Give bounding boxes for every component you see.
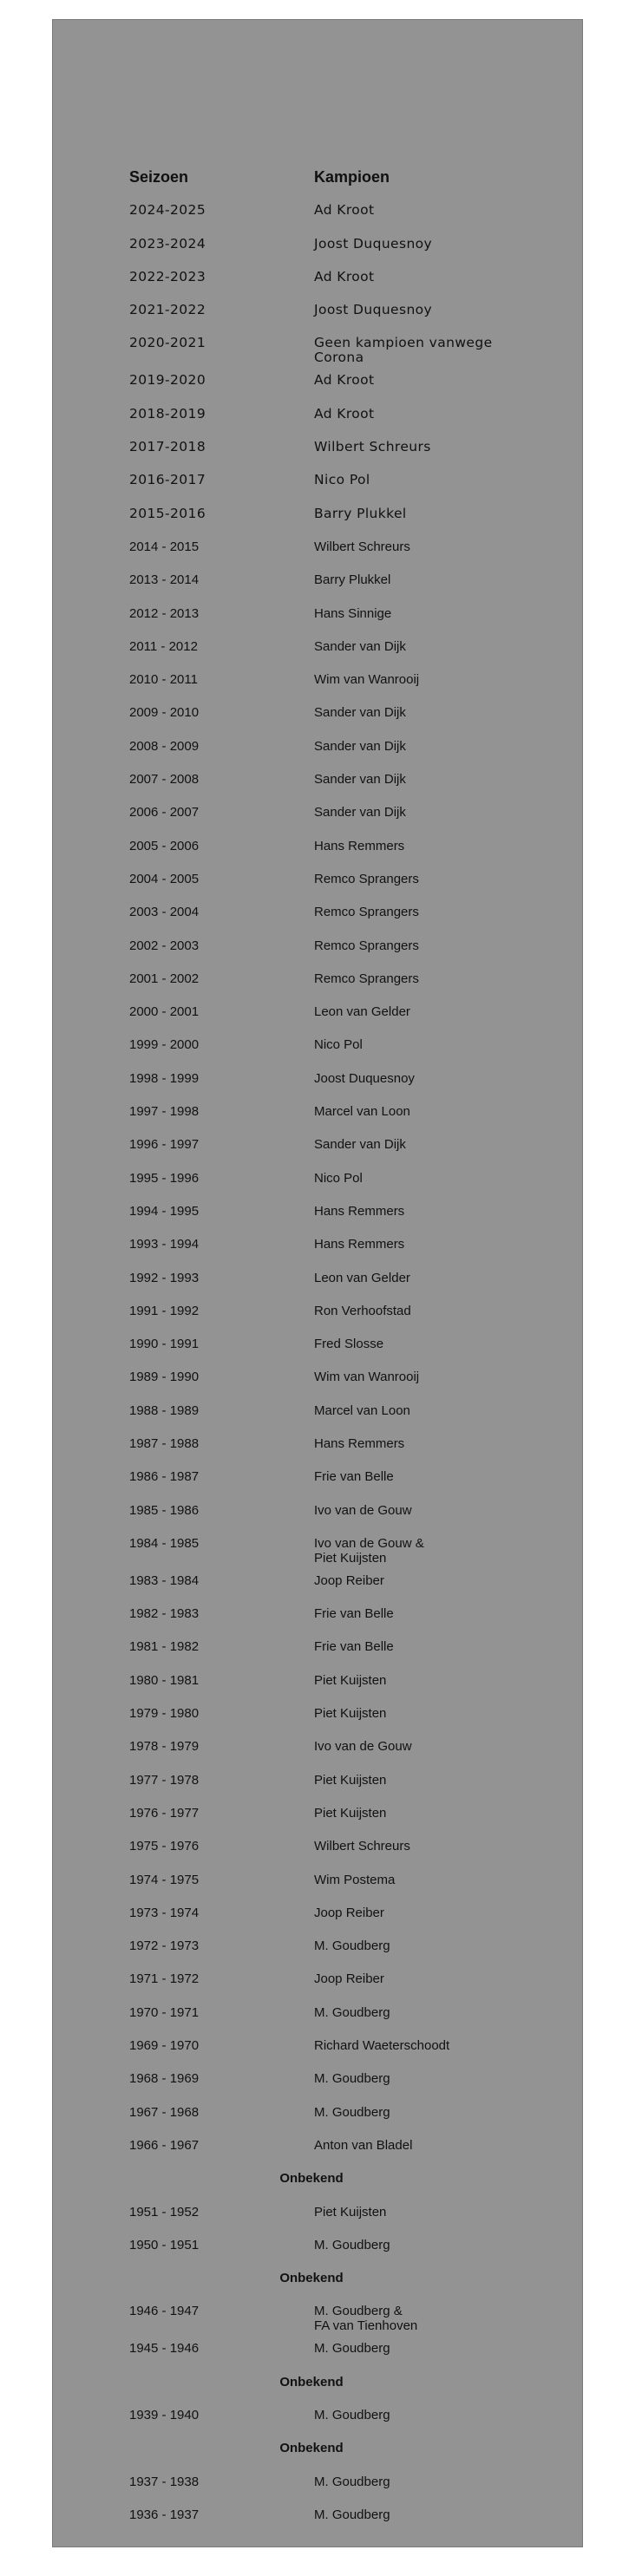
champion-cell: Nico Pol (314, 1170, 363, 1186)
champion-column-header: Kampioen (314, 168, 390, 186)
season-cell: 2007 - 2008 (129, 772, 200, 788)
table-row (129, 1698, 511, 1731)
season-cell: 2016-2017 (129, 472, 206, 488)
season-cell: 1975 - 1976 (129, 1839, 200, 1854)
champion-cell: Nico Pol (314, 472, 370, 488)
unknown-seasons-label (129, 2163, 511, 2196)
table-row (129, 2130, 511, 2163)
table-row (129, 2097, 511, 2130)
season-cell: 2000 - 2001 (129, 1004, 200, 1020)
table-row (129, 1096, 511, 1129)
champion-cell: Joop Reiber (314, 1905, 384, 1920)
unknown-seasons-text: Onbekend (279, 2171, 344, 2187)
table-row (129, 1528, 511, 1566)
season-cell: 2013 - 2014 (129, 572, 200, 588)
champion-cell: Ad Kroot (314, 405, 375, 422)
table-row (129, 1396, 511, 1429)
season-cell: 1995 - 1996 (129, 1170, 200, 1186)
season-cell: 1939 - 1940 (129, 2408, 200, 2422)
champion-cell: Remco Sprangers (314, 971, 419, 986)
gap-row (129, 2163, 511, 2196)
champion-cell: Marcel van Loon (314, 1104, 410, 1120)
gap-row (129, 2367, 511, 2400)
season-cell: 2024-2025 (129, 202, 206, 219)
table-row (129, 399, 511, 432)
season-cell: 2010 - 2011 (129, 672, 198, 688)
champion-cell: Sander van Dijk (314, 638, 406, 654)
champion-cell: Ivo van de Gouw (314, 1502, 412, 1518)
season-cell: 1945 - 1946 (129, 2341, 200, 2357)
table-row (129, 2500, 511, 2533)
champion-cell: Joost Duquesnoy (314, 1070, 415, 1086)
champion-cell: M. Goudberg (314, 2474, 390, 2489)
table-row (129, 1030, 511, 1062)
table-row (129, 2230, 511, 2263)
table-row (129, 499, 511, 532)
table-row (129, 229, 511, 262)
table-row (129, 1665, 511, 1698)
table-row (129, 195, 511, 228)
season-cell: 2021-2022 (129, 302, 206, 318)
table-row (129, 2063, 511, 2096)
unknown-seasons-label (129, 2263, 511, 2296)
champion-cell: Wilbert Schreurs (314, 439, 431, 455)
season-cell: 1978 - 1979 (129, 1739, 200, 1755)
season-cell: 1973 - 1974 (129, 1905, 200, 1920)
champion-cell: Sander van Dijk (314, 705, 406, 721)
table-row (129, 565, 511, 598)
gap-row (129, 2263, 511, 2296)
season-cell: 1950 - 1951 (129, 2237, 200, 2252)
table-row (129, 1798, 511, 1831)
season-cell: 1981 - 1982 (129, 1639, 200, 1655)
table-row (129, 1229, 511, 1262)
season-cell: 1998 - 1999 (129, 1070, 200, 1086)
season-cell: 1951 - 1952 (129, 2204, 200, 2220)
season-cell: 2014 - 2015 (129, 539, 200, 554)
unknown-seasons-text: Onbekend (279, 2374, 344, 2390)
champion-cell: M. Goudberg (314, 2237, 390, 2252)
table-row (129, 262, 511, 295)
table-row (129, 864, 511, 897)
table-row (129, 764, 511, 797)
champion-cell: Remco Sprangers (314, 938, 419, 953)
champion-cell: Sander van Dijk (314, 772, 406, 788)
season-cell: 1994 - 1995 (129, 1203, 200, 1219)
season-column-header: Seizoen (129, 168, 189, 186)
season-cell: 2011 - 2012 (129, 638, 198, 654)
season-cell: 1986 - 1987 (129, 1469, 200, 1485)
table-row (129, 328, 511, 365)
table-row (129, 831, 511, 864)
table-row (129, 1964, 511, 1997)
table-row (129, 631, 511, 664)
season-cell: 1999 - 2000 (129, 1037, 200, 1053)
table-row (129, 1196, 511, 1229)
table-row (129, 2030, 511, 2063)
champion-cell: Remco Sprangers (314, 871, 419, 886)
season-cell: 2018-2019 (129, 405, 206, 422)
table-row (129, 931, 511, 964)
champion-cell: Joost Duquesnoy (314, 302, 433, 318)
champion-cell: Marcel van Loon (314, 1402, 410, 1418)
season-cell: 1988 - 1989 (129, 1402, 200, 1418)
table-row (129, 1898, 511, 1931)
unknown-seasons-label (129, 2433, 511, 2466)
table-row (129, 2400, 511, 2433)
table-row (129, 1765, 511, 1798)
table-row (129, 1931, 511, 1964)
champion-cell: M. Goudberg (314, 1939, 390, 1954)
table-row (129, 365, 511, 398)
champion-cell: Hans Sinnige (314, 605, 392, 621)
champion-cell: Remco Sprangers (314, 905, 419, 920)
champion-cell: Hans Remmers (314, 1203, 405, 1219)
season-cell: 1971 - 1972 (129, 1971, 200, 1987)
season-cell: 2012 - 2013 (129, 605, 200, 621)
champion-cell: Frie van Belle (314, 1606, 394, 1622)
table-row (129, 964, 511, 997)
champion-cell: Wim Postema (314, 1872, 396, 1887)
champion-cell: Hans Remmers (314, 1435, 405, 1451)
table-row (129, 1129, 511, 1162)
table-row (129, 1163, 511, 1196)
table-row (129, 1296, 511, 1329)
season-cell: 1997 - 1998 (129, 1104, 200, 1120)
table-row (129, 2333, 511, 2366)
season-cell: 2008 - 2009 (129, 738, 200, 754)
season-cell: 2003 - 2004 (129, 905, 200, 920)
champion-cell: Joop Reiber (314, 1572, 384, 1588)
season-cell: 1982 - 1983 (129, 1606, 200, 1622)
champion-cell: Richard Waeterschoodt (314, 2038, 450, 2054)
champion-cell: Hans Remmers (314, 838, 405, 853)
table-row (129, 1263, 511, 1296)
table-row (129, 997, 511, 1030)
table-row (129, 2296, 511, 2333)
content-panel (52, 19, 583, 2547)
table-row (129, 1429, 511, 1461)
champion-cell: Anton van Bladel (314, 2137, 413, 2153)
table-row (129, 697, 511, 730)
champion-cell: Fred Slosse (314, 1337, 384, 1352)
season-cell: 2004 - 2005 (129, 871, 200, 886)
champion-cell: Barry Plukkel (314, 505, 407, 521)
season-cell: 1972 - 1973 (129, 1939, 200, 1954)
table-header-row (129, 162, 511, 195)
season-cell: 1976 - 1977 (129, 1805, 200, 1821)
champion-cell: Wim van Wanrooij (314, 672, 420, 688)
season-cell: 1984 - 1985 (129, 1535, 200, 1551)
unknown-seasons-text: Onbekend (279, 2271, 344, 2286)
table-row (129, 295, 511, 328)
champion-cell: Ad Kroot (314, 202, 375, 219)
table-row (129, 465, 511, 498)
season-cell: 1991 - 1992 (129, 1303, 200, 1318)
table-row (129, 1566, 511, 1599)
champions-table (129, 162, 511, 2533)
season-cell: 1974 - 1975 (129, 1872, 200, 1887)
table-row (129, 2197, 511, 2230)
champion-cell: M. Goudberg (314, 2104, 390, 2120)
table-row (129, 2467, 511, 2500)
season-cell: 1996 - 1997 (129, 1137, 200, 1153)
table-row (129, 598, 511, 631)
season-cell: 2020-2021 (129, 335, 206, 351)
season-cell: 1967 - 1968 (129, 2104, 200, 2120)
champion-cell: Sander van Dijk (314, 738, 406, 754)
champion-cell: Hans Remmers (314, 1237, 405, 1252)
season-cell: 1936 - 1937 (129, 2507, 200, 2522)
season-cell: 1937 - 1938 (129, 2474, 200, 2489)
champion-cell: M. Goudberg (314, 2341, 390, 2357)
champion-cell: Ron Verhoofstad (314, 1303, 411, 1318)
season-cell: 2019-2020 (129, 372, 206, 389)
champion-cell: Nico Pol (314, 1037, 363, 1053)
season-cell: 1970 - 1971 (129, 2004, 200, 2020)
table-row (129, 731, 511, 764)
season-cell: 1946 - 1947 (129, 2304, 200, 2319)
champion-cell: Ad Kroot (314, 372, 375, 389)
table-row (129, 1362, 511, 1395)
season-cell: 1990 - 1991 (129, 1337, 200, 1352)
season-cell: 1992 - 1993 (129, 1270, 200, 1285)
season-cell: 1993 - 1994 (129, 1237, 200, 1252)
table-row (129, 664, 511, 697)
champion-cell: Piet Kuijsten (314, 1706, 387, 1722)
unknown-seasons-label (129, 2367, 511, 2400)
champion-cell: Ivo van de Gouw & Piet Kuijsten (314, 1535, 424, 1566)
champion-cell: Ivo van de Gouw (314, 1739, 412, 1755)
table-row (129, 1831, 511, 1864)
season-cell: 1968 - 1969 (129, 2071, 200, 2087)
season-cell: 1969 - 1970 (129, 2038, 200, 2054)
champion-cell: Piet Kuijsten (314, 1772, 387, 1788)
table-row (129, 1599, 511, 1631)
champion-cell: Wim van Wanrooij (314, 1370, 420, 1385)
season-cell: 1989 - 1990 (129, 1370, 200, 1385)
season-cell: 1966 - 1967 (129, 2137, 200, 2153)
season-cell: 2022-2023 (129, 268, 206, 284)
champion-cell: Joop Reiber (314, 1971, 384, 1987)
champion-cell: Barry Plukkel (314, 572, 391, 588)
season-cell: 1977 - 1978 (129, 1772, 200, 1788)
season-cell: 1979 - 1980 (129, 1706, 200, 1722)
champion-cell: Sander van Dijk (314, 1137, 406, 1153)
table-row (129, 1063, 511, 1096)
season-cell: 1983 - 1984 (129, 1572, 200, 1588)
champion-cell: Frie van Belle (314, 1639, 394, 1655)
table-row (129, 797, 511, 830)
table-row (129, 532, 511, 565)
season-cell: 2002 - 2003 (129, 938, 200, 953)
gap-row (129, 2433, 511, 2466)
champion-cell: Wilbert Schreurs (314, 1839, 410, 1854)
table-row (129, 1865, 511, 1898)
season-cell: 2015-2016 (129, 505, 206, 521)
champion-cell: M. Goudberg (314, 2071, 390, 2087)
season-cell: 1985 - 1986 (129, 1502, 200, 1518)
champion-cell: Wilbert Schreurs (314, 539, 410, 554)
table-row (129, 1731, 511, 1764)
table-row (129, 1631, 511, 1664)
unknown-seasons-text: Onbekend (279, 2441, 344, 2456)
table-row (129, 897, 511, 930)
table-row (129, 1495, 511, 1528)
champion-cell: M. Goudberg (314, 2408, 390, 2422)
champion-cell: Leon van Gelder (314, 1270, 410, 1285)
table-row (129, 1461, 511, 1494)
champion-cell: Ad Kroot (314, 268, 375, 284)
table-row (129, 1329, 511, 1362)
champion-cell: Sander van Dijk (314, 805, 406, 821)
champion-cell: Piet Kuijsten (314, 1672, 387, 1688)
champion-cell: Joost Duquesnoy (314, 235, 433, 252)
season-cell: 2001 - 2002 (129, 971, 200, 986)
champion-cell: M. Goudberg (314, 2004, 390, 2020)
table-row (129, 432, 511, 465)
season-cell: 1987 - 1988 (129, 1435, 200, 1451)
champion-cell: Leon van Gelder (314, 1004, 410, 1020)
season-cell: 2009 - 2010 (129, 705, 200, 721)
champion-cell: Piet Kuijsten (314, 2204, 387, 2220)
season-cell: 2006 - 2007 (129, 805, 200, 821)
season-cell: 2023-2024 (129, 235, 206, 252)
champion-cell: Piet Kuijsten (314, 1805, 387, 1821)
season-cell: 2005 - 2006 (129, 838, 200, 853)
table-body (129, 195, 511, 2533)
season-cell: 2017-2018 (129, 439, 206, 455)
champion-cell: M. Goudberg (314, 2507, 390, 2522)
season-cell: 1980 - 1981 (129, 1672, 200, 1688)
champion-cell: Frie van Belle (314, 1469, 394, 1485)
table-row (129, 1997, 511, 2030)
champion-cell: Geen kampioen vanwege Corona (314, 335, 493, 366)
champion-cell: M. Goudberg & FA van Tienhoven (314, 2304, 418, 2334)
